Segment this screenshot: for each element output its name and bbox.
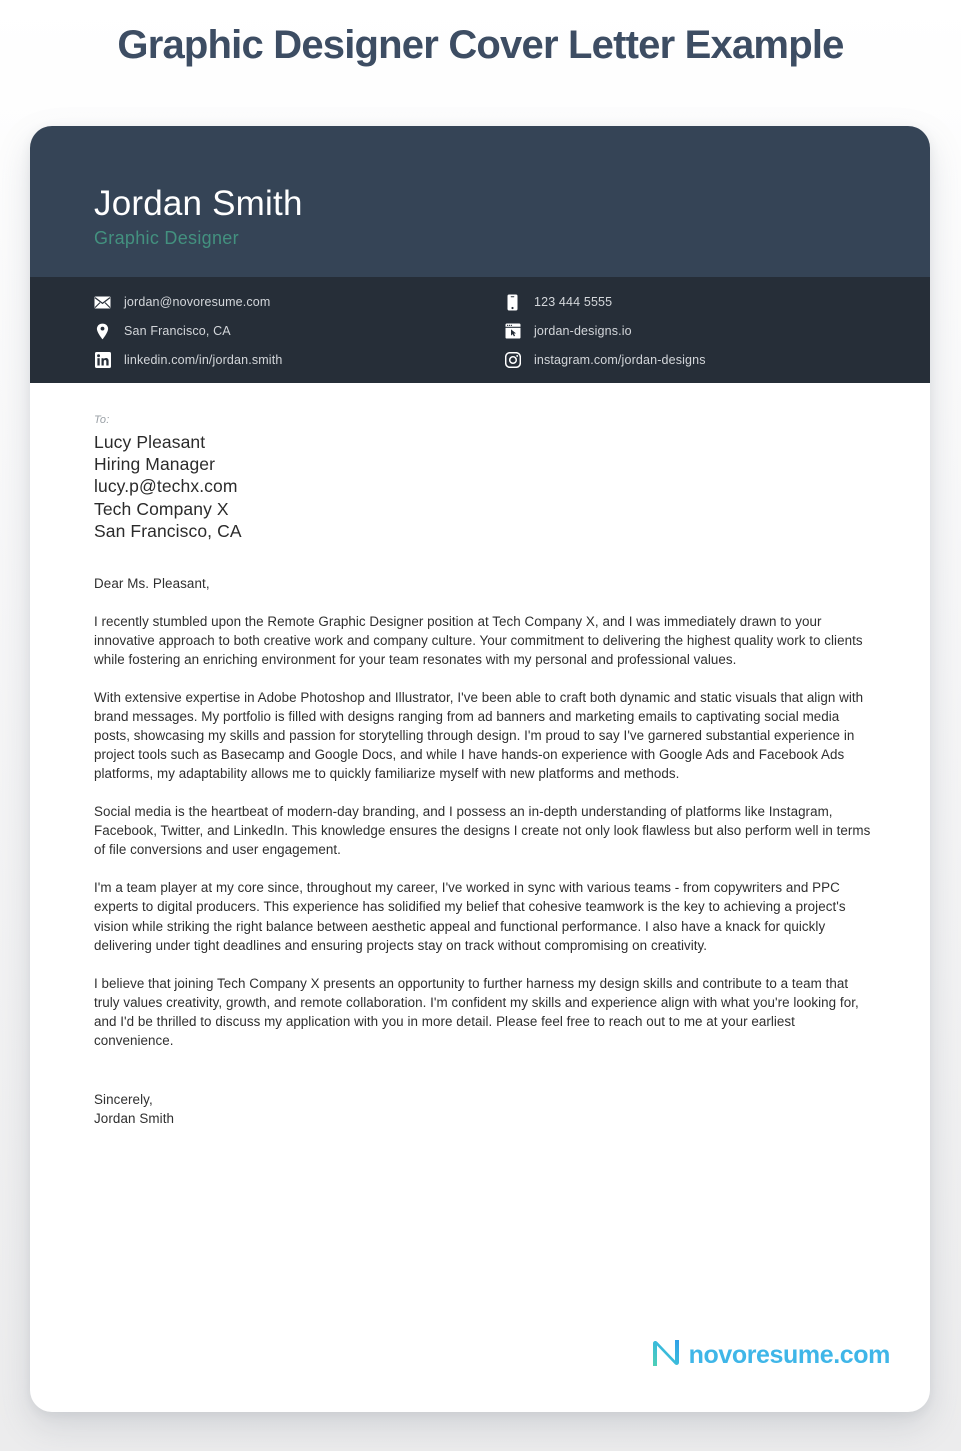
contact-instagram-text: instagram.com/jordan-designs xyxy=(534,353,706,367)
contact-column-right xyxy=(504,293,904,369)
contact-column-left xyxy=(94,293,504,369)
phone-icon xyxy=(504,294,521,311)
signoff-block xyxy=(94,1090,872,1129)
contact-row-location xyxy=(94,322,504,340)
location-pin-icon xyxy=(94,323,111,340)
envelope-icon xyxy=(94,294,111,311)
recipient-title: Hiring Manager xyxy=(94,454,216,475)
novoresume-wordmark: novoresume.com xyxy=(688,1341,890,1369)
letter-body xyxy=(30,383,930,1129)
page-title: Graphic Designer Cover Letter Example xyxy=(117,23,844,67)
website-icon xyxy=(504,323,521,340)
contact-row-website[interactable] xyxy=(504,322,904,340)
novoresume-n-icon xyxy=(650,1337,682,1374)
instagram-icon xyxy=(504,352,521,369)
contact-info-band xyxy=(30,277,930,383)
contact-email-text: jordan@novoresume.com xyxy=(124,295,271,309)
letter-paragraph-2: With extensive expertise in Adobe Photoshop and Illustrator, I've been able to craft both dynamic and static visuals that align with brand messages. My portfolio is filled with designs ranging from ad banners and marketing emails to captivating social media posts, showcasing my skills and passion for storytelling through design. I'm proud to say I've garnered substantial experience in project tools such as Basecamp and Google Docs, and while I have hands-on experience with Google Ads and Facebook Ads platforms, my adaptability allows me to quickly familiarize myself with new platforms and methods. xyxy=(94,690,864,782)
recipient-block xyxy=(94,431,872,542)
recipient-company: Tech Company X xyxy=(94,498,229,519)
closing-text: Sincerely, xyxy=(94,1091,153,1107)
contact-website-text: jordan-designs.io xyxy=(534,324,632,338)
contact-row-phone[interactable] xyxy=(504,293,904,311)
recipient-email: lucy.p@techx.com xyxy=(94,476,238,497)
recipient-name: Lucy Pleasant xyxy=(94,432,206,452)
signature-name: Jordan Smith xyxy=(94,1111,175,1127)
contact-row-instagram[interactable] xyxy=(504,351,904,369)
contact-linkedin-text: linkedin.com/in/jordan.smith xyxy=(124,353,283,367)
applicant-name: Jordan Smith xyxy=(94,184,303,223)
novoresume-logo[interactable] xyxy=(650,1337,890,1374)
recipient-location: San Francisco, CA xyxy=(94,520,242,541)
salutation: Dear Ms. Pleasant, xyxy=(94,576,210,592)
cover-letter-card xyxy=(30,126,930,1412)
letter-paragraph-3: Social media is the heartbeat of modern-day branding, and I possess an in-depth understanding of platforms like Instagram, Facebook, Twitter, and LinkedIn. This knowledge ensures the designs I create not only look flawless but also perform well in terms of file conversions and user engagement. xyxy=(94,804,871,858)
letter-paragraph-1: I recently stumbled upon the Remote Graphic Designer position at Tech Company X, and I was immediately drawn to your innovative approach to both creative work and company culture. Your commitment to delivering the highest quality work to clients while fostering an enriching environment for your team resonates with my personal and professional values. xyxy=(94,614,863,668)
linkedin-icon xyxy=(94,352,111,369)
contact-location-text: San Francisco, CA xyxy=(124,324,231,338)
to-label: To: xyxy=(94,414,110,426)
contact-row-email[interactable] xyxy=(94,293,504,311)
letter-paragraph-4: I'm a team player at my core since, throughout my career, I've worked in sync with various teams - from copywriters and PPC experts to digital producers. This experience has solidified my belief that cohesive teamwork is the key to achieving a project's vision while striking the right balance between aesthetic appeal and functional performance. I also have a knack for quickly delivering under tight deadlines and ensuring projects stay on track without compromising on creativity. xyxy=(94,880,846,953)
letter-paragraph-5: I believe that joining Tech Company X presents an opportunity to further harness my design skills and contribute to a team that truly values creativity, growth, and remote collaboration. I'm confident my skills and experience align with what you're looking for, and I'd be thrilled to discuss my application with you in more detail. Please feel free to reach out to me at your earliest convenience. xyxy=(94,975,859,1048)
applicant-role: Graphic Designer xyxy=(94,228,239,249)
letter-header-band xyxy=(30,126,930,277)
contact-phone-text: 123 444 5555 xyxy=(534,295,613,309)
contact-row-linkedin[interactable] xyxy=(94,351,504,369)
